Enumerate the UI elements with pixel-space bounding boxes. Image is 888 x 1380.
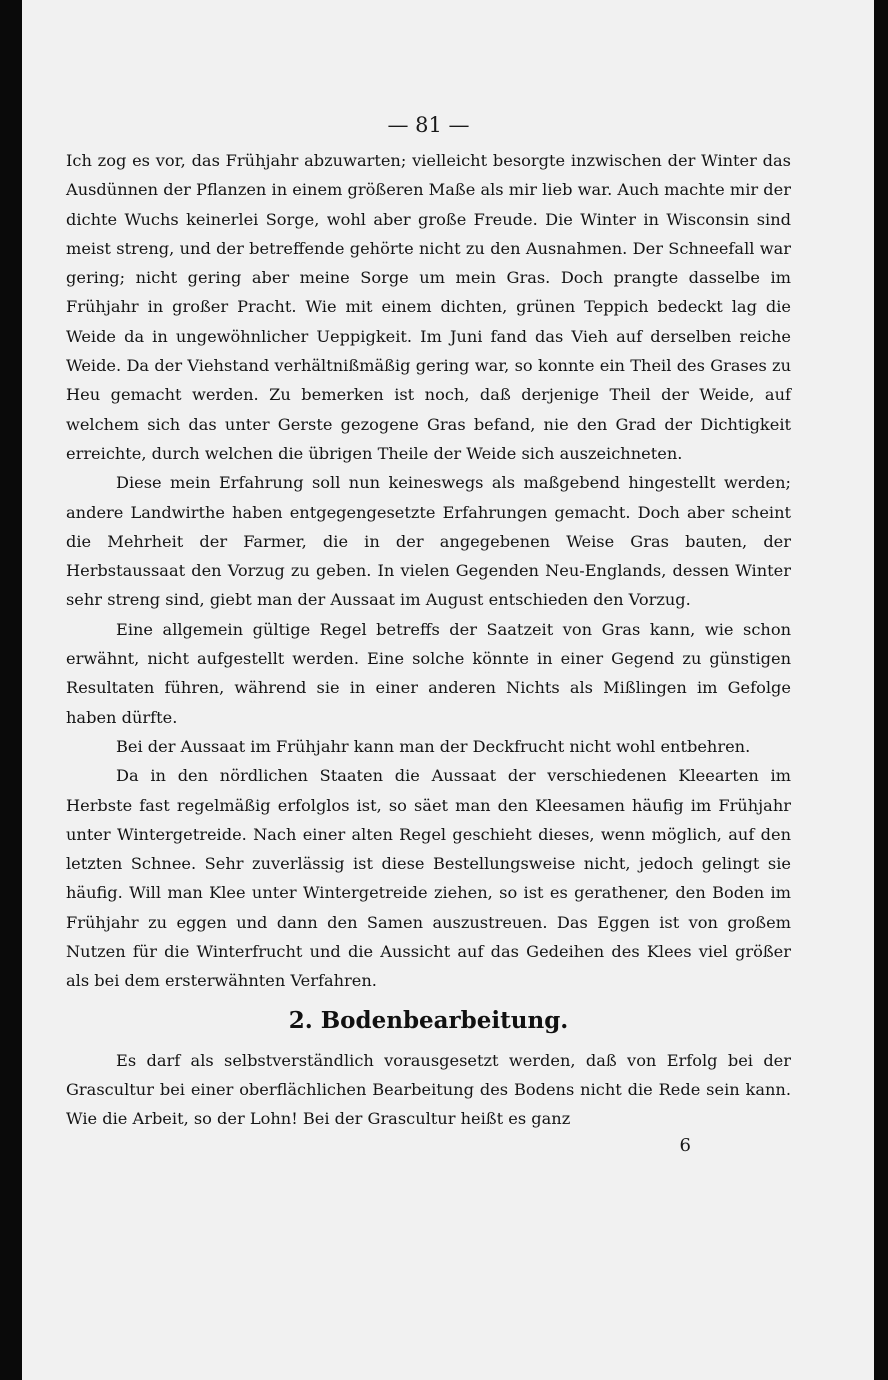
book-page — [22, 0, 874, 1380]
paragraph: Da in den nördlichen Staaten die Aussaat der verschiedenen Kleearten im Herbste fast regelmäßig erfolglos ist, so säet man den Kleesamen häufig im Frühjahr unter Wintergetreide. Nach einer alten Regel geschieht dieses, wenn möglich, auf den letzten Schnee. Sehr zuverlässig ist diese Bestellungsweise nicht, jedoch gelingt sie häufig. Will man Klee unter Wintergetreide ziehen, so ist es gerathener, den Boden im Frühjahr zu eggen und dann den Samen auszustreuen. Das Eggen ist von großem Nutzen für die Winterfrucht und die Aussicht auf das Gedeihen des Klees viel größer als bei dem ersterwähnten Verfahren. — [66, 766, 791, 991]
page-content — [66, 110, 791, 1158]
section-heading: 2. Bodenbearbeitung. — [288, 1006, 569, 1034]
paragraph: Eine allgemein gültige Regel betreffs der Saatzeit von Gras kann, wie schon erwähnt, nicht aufgestellt werden. Eine solche könnte in einer Gegend zu günstigen Resultaten führen, während sie in einer anderen Nichts als Mißlingen im Gefolge haben dürfte. — [66, 619, 791, 727]
section-paragraph: Es darf als selbstverständlich vorausgesetzt werden, daß von Erfolg bei der Grascultur bei einer oberflächlichen Bearbeitung des Bodens nicht die Rede sein kann. Wie die Arbeit, so der Lohn! Bei der Grascultur heißt es ganz — [66, 1050, 791, 1129]
page-number: — 81 — — [387, 113, 470, 137]
paragraph: Diese mein Erfahrung soll nun keineswegs als maßgebend hingestellt werden; andere Landwirthe haben entgegengesetzte Erfahrungen gemacht. Doch aber scheint die Mehrheit der Farmer, die in der angegebenen Weise Gras bauten, der Herbstaussaat den Vorzug zu geben. In vielen Gegenden Neu-Englands, dessen Winter sehr streng sind, giebt man der Aussaat im August entschieden den Vorzug. — [66, 473, 791, 610]
paragraph-continued: Ich zog es vor, das Frühjahr abzuwarten; vielleicht besorgte inzwischen der Winter das Ausdünnen der Pflanzen in einem größeren Maße als mir lieb war. Auch machte mir der dichte Wuchs keinerlei Sorge, wohl aber große Freude. Die Winter in Wisconsin sind meist streng, und der betreffende gehörte nicht zu den Ausnahmen. Der Schneefall war gering; nicht gering aber meine Sorge um mein Gras. Doch prangte dasselbe im Frühjahr in großer Pracht. Wie mit einem dichten, grünen Teppich bedeckt lag die Weide da in ungewöhnlicher Ueppigkeit. Im Juni fand das Vieh auf derselben reiche Weide. Da der Viehstand verhältnißmäßig gering war, so konnte ein Theil des Grases zu Heu gemacht werden. Zu bemerken ist noch, daß derjenige Theil der Weide, auf welchem sich das unter Gerste gezogene Gras befand, nie den Grad der Dichtigkeit erreichte, durch welchen die übrigen Theile der Weide sich auszeichneten. — [66, 151, 791, 463]
paragraph: Bei der Aussaat im Frühjahr kann man der Deckfrucht nicht wohl entbehren. — [116, 736, 751, 756]
printer-signature-mark: 6 — [679, 1134, 691, 1156]
